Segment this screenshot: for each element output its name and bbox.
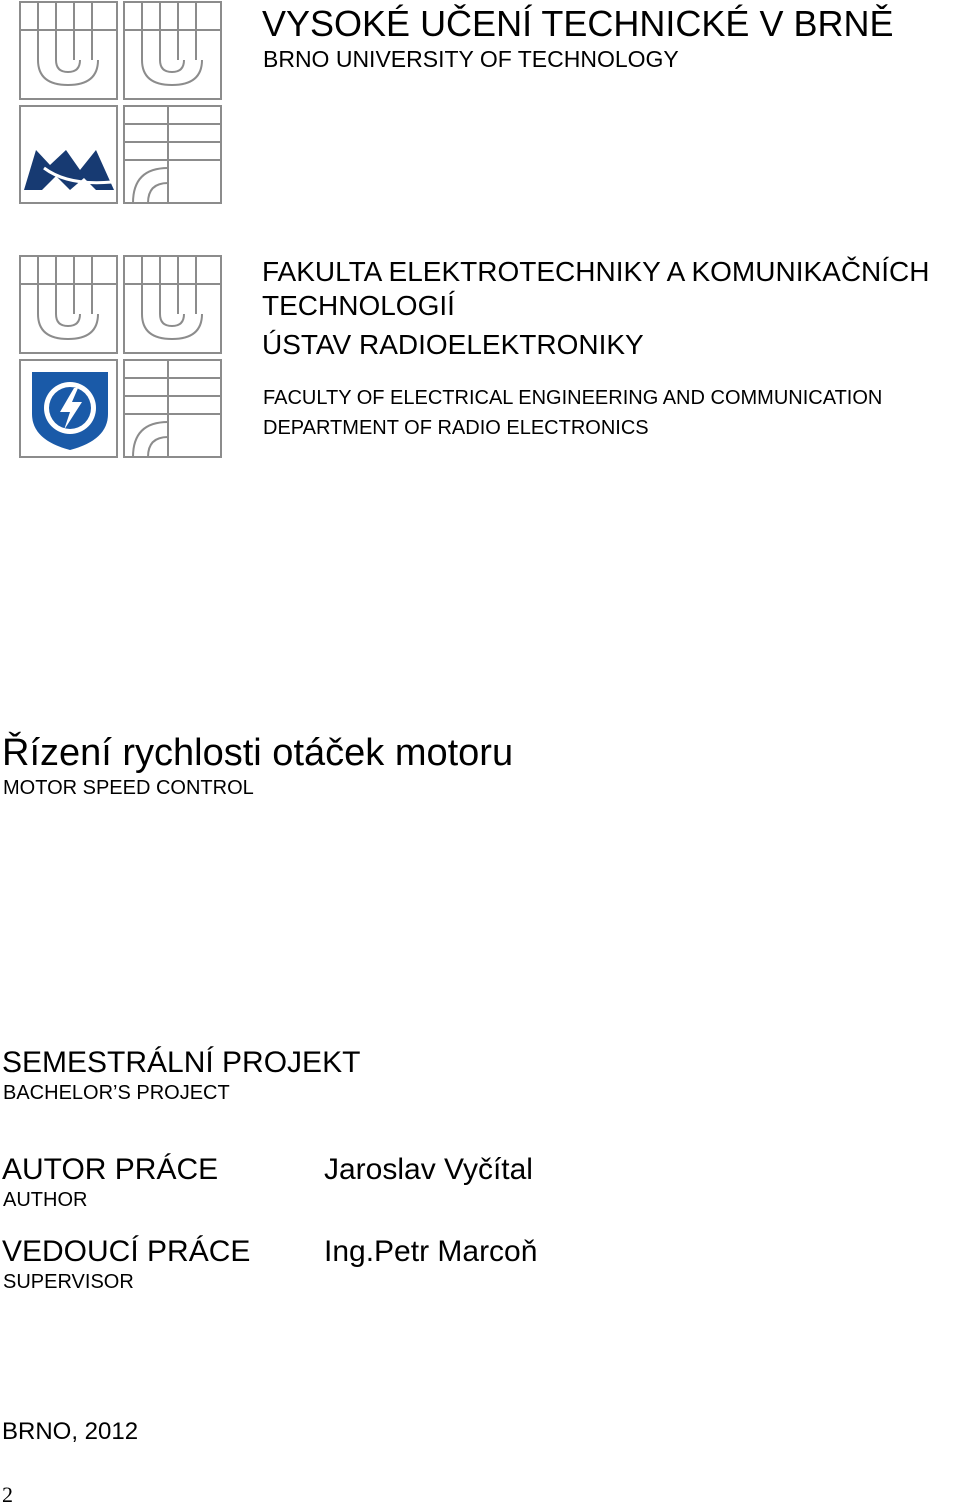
author-name: Jaroslav Vyčítal <box>324 1153 533 1186</box>
department-name-en: DEPARTMENT OF RADIO ELECTRONICS <box>263 417 649 439</box>
thesis-title-en: MOTOR SPEED CONTROL <box>3 777 254 799</box>
supervisor-name: Ing.Petr Marcoň <box>324 1235 538 1268</box>
faculty-name-en: FACULTY OF ELECTRICAL ENGINEERING AND COMMUNICATION <box>263 387 883 409</box>
project-type-en: BACHELOR’S PROJECT <box>3 1082 230 1104</box>
university-logo <box>18 0 224 206</box>
department-name-cz: ÚSTAV RADIOELEKTRONIKY <box>262 329 644 360</box>
place-year: BRNO, 2012 <box>2 1418 139 1445</box>
project-type-cz: SEMESTRÁLNÍ PROJEKT <box>2 1046 361 1079</box>
author-label-cz: AUTOR PRÁCE <box>2 1153 219 1186</box>
university-name-en: BRNO UNIVERSITY OF TECHNOLOGY <box>263 46 679 72</box>
faculty-logo <box>18 254 224 460</box>
faculty-name-cz-line1: FAKULTA ELEKTROTECHNIKY A KOMUNIKAČNÍCH <box>262 256 930 287</box>
supervisor-label-en: SUPERVISOR <box>3 1271 134 1293</box>
university-name-cz: VYSOKÉ UČENÍ TECHNICKÉ V BRNĚ <box>262 3 894 44</box>
page-number: 2 <box>2 1482 13 1507</box>
thesis-title-cz: Řízení rychlosti otáček motoru <box>2 732 514 774</box>
author-label-en: AUTHOR <box>3 1189 88 1211</box>
faculty-name-cz-line2: TECHNOLOGIÍ <box>262 290 455 321</box>
supervisor-label-cz: VEDOUCÍ PRÁCE <box>2 1235 251 1268</box>
